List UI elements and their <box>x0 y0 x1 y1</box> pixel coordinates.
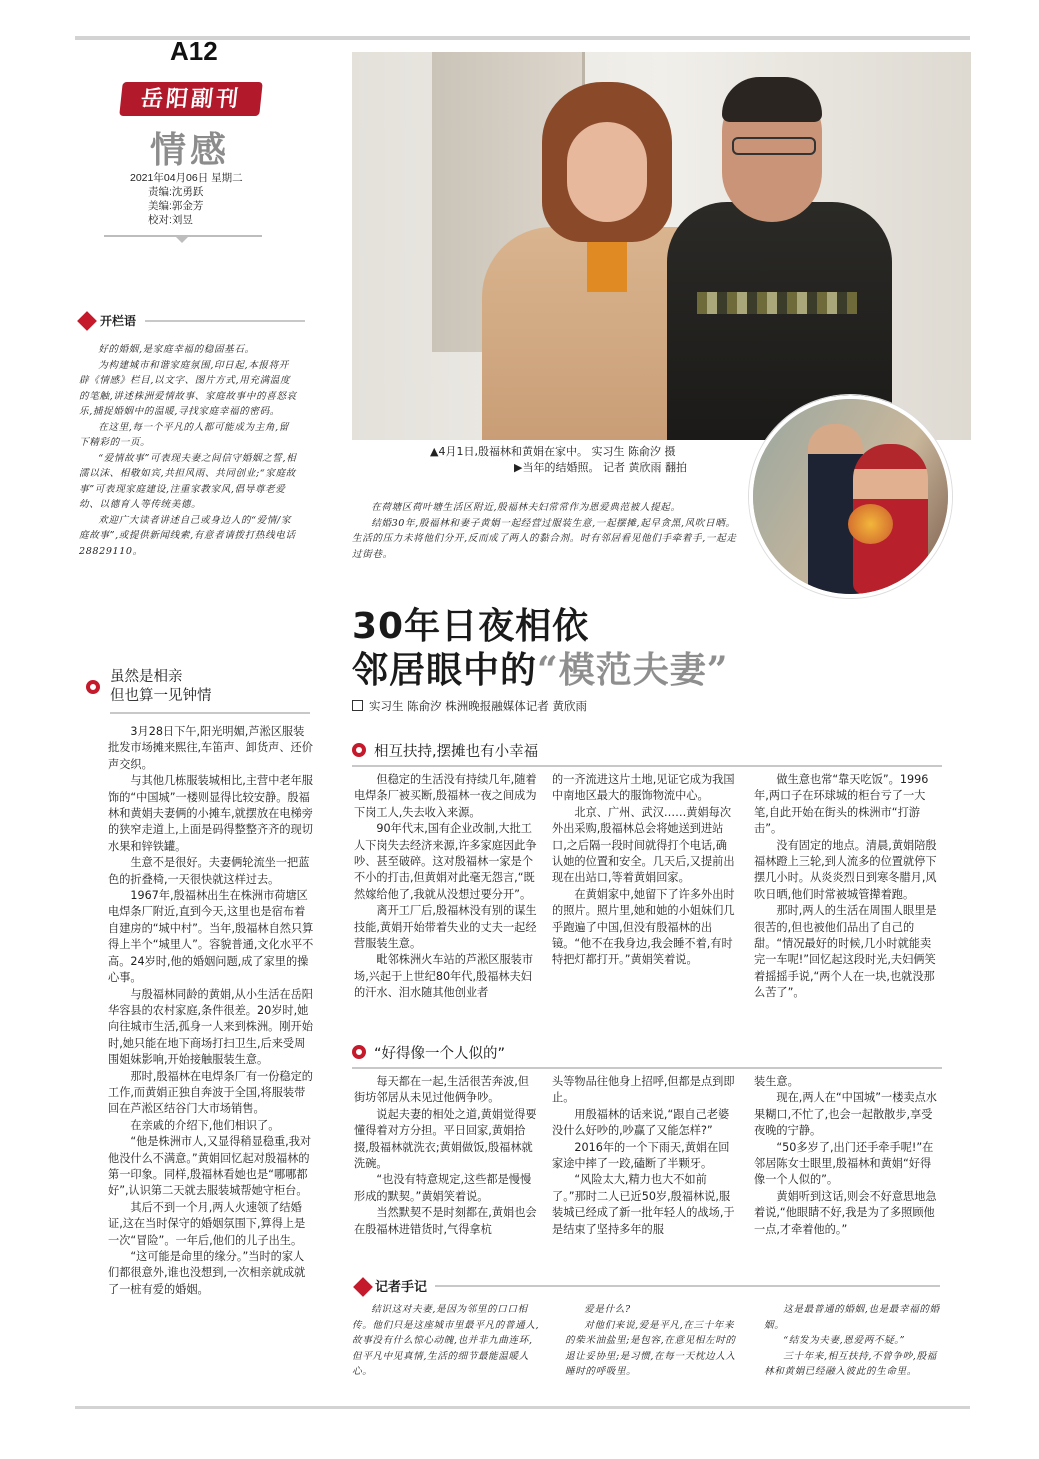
notes-paragraph: 结识这对夫妻,是因为邻里的口口相传。他们只是这座城市里最平凡的普通人,故事没有什么惊心动魄,也并非九曲连环,但平凡中见真情,生活的细节最能温暖人心。 <box>352 1304 540 1377</box>
section-title: 情感 <box>150 130 231 171</box>
section2-paragraph: 毗邻株洲火车站的芦淞区服装市场,兴起于上世纪80年代,殷福林夫妇的汗水、泪水随其他创业者 <box>354 953 534 1000</box>
section1-heading-line2: 但也算一见钟情 <box>110 688 212 704</box>
section3-col1 <box>354 1074 539 1238</box>
opening-rule <box>145 320 305 322</box>
headline-accent: “模范夫妻” <box>537 649 729 691</box>
section2-paragraph: 北京、广州、武汉……黄娟每次外出采购,殷福林总会将她送到进站口,之后隔一段时间就得打个电话,确认她的位置和安全。几天后,又提前出现在出站口,等着黄娟回家。 <box>552 805 735 885</box>
bottom-rule <box>75 1406 970 1409</box>
section3-paragraph: 装生意。 <box>754 1075 799 1088</box>
section3-col3 <box>754 1074 939 1238</box>
editor-credit: 责编:沈勇跃 <box>148 186 204 198</box>
page-number: A12 <box>170 36 218 66</box>
notes-paragraph: 对他们来说,爱是平凡,在三十年来的柴米油盐里;是包容,在意见相左时的退让妥协里;是习惯,在每一天枕边人入睡时的呼吸里。 <box>565 1319 736 1377</box>
notes-paragraph: 爱是什么? <box>584 1304 631 1315</box>
section3-col2 <box>552 1074 737 1238</box>
section3-paragraph: “50多岁了,出门还手牵手呢!”在邻居陈女士眼里,殷福林和黄娟“好得像一个人似的”。 <box>754 1140 934 1187</box>
pen-icon <box>77 311 97 331</box>
bouquet <box>848 504 893 544</box>
section2-paragraph: 离开工厂后,殷福林没有别的谋生技能,黄娟开始带着失业的丈夫一起经营服装生意。 <box>354 904 537 951</box>
section3-paragraph: “也没有特意规定,这些都是慢慢形成的默契。”黄娟笑着说。 <box>354 1173 532 1203</box>
section2-col1 <box>354 772 539 1002</box>
section2-paragraph: 做生意也常“靠天吃饭”。1996年,两口子在环球城的柜台亏了一大笔,自此开始在街头的株洲市“打游击”。 <box>754 773 929 836</box>
byline-box-icon <box>352 700 363 711</box>
headline-line2 <box>352 642 728 693</box>
section1-paragraph: 与殷福林同龄的黄娟,从小生活在岳阳华容县的农村家庭,条件很差。20岁时,她向往城市生活,孤身一人来到株洲。刚开始时,她只能在地下商场打扫卫生,后来受周围姐妹影响,开始接触服装生意。 <box>108 987 313 1067</box>
section1-rule <box>110 712 310 714</box>
section2-paragraph: 的一齐流进这片土地,见证它成为我国中南地区最大的服饰物流中心。 <box>552 773 735 803</box>
meta-divider-notch <box>176 237 188 243</box>
section3-paragraph: 现在,两人在“中国城”一楼卖点水果糊口,不忙了,也会一起散散步,享受夜晚的宁静。 <box>754 1091 937 1138</box>
section1-paragraph: 其后不到一个月,两人火速领了结婚证,这在当时保守的婚姻氛围下,算得上是一次“冒险”。一年后,他们的儿子出生。 <box>108 1200 306 1247</box>
opening-label: 开栏语 <box>100 314 137 328</box>
section3-paragraph: “风险太大,精力也大不如前了。”那时二人已近50岁,殷福林说,服装城已经成了新一批年轻人的战场,于是结束了坚持多年的服 <box>552 1173 735 1236</box>
section2-paragraph: 90年代末,国有企业改制,大批工人下岗失去经济来源,许多家庭因此争吵、甚至破碎。这对殷福林一家是个不小的打击,但黄娟对此毫无怨言,“既然嫁给他了,我就从没想过要分开”。 <box>354 822 537 901</box>
section2-col2 <box>552 772 737 969</box>
opening-paragraph: “爱情故事”可表现夫妻之间信守婚姻之誓,相濡以沫、相敬如宾,共担风雨、共同创业;“家庭故事”可表现家庭建设,注重家教家风,倡导尊老爱幼、以德育人等传统美德。 <box>79 452 297 510</box>
byline <box>352 698 587 714</box>
opening-paragraph: 在这里,每一个平凡的人都可能成为主角,留下精彩的一页。 <box>79 421 289 448</box>
section1-paragraph: 与其他几栋服装城相比,主营中老年服饰的“中国城”一楼则显得比较安静。殷福林和黄娟夫妻俩的小摊车,就摆放在电梯旁的狭窄走道上,上面是码得整整齐齐的现切水果和锌铁罐。 <box>108 774 313 853</box>
section1-paragraph: 生意不是很好。夫妻俩轮流坐一把蓝色的折叠椅,一天很快就这样过去。 <box>108 856 310 886</box>
headline: 30年日夜相依 <box>352 606 590 647</box>
section1-heading <box>110 668 212 706</box>
section-ring-icon <box>352 1045 366 1059</box>
lead-paragraph: 结婚30年,殷福林和妻子黄娟一起经营过服装生意,一起摆摊,起早贪黑,风吹日晒。生活的压力未将他们分开,反而成了两人的黏合剂。时有邻居看见他们手牵着手,一起走过街巷。 <box>352 517 737 560</box>
notes-paragraph: 这是最普通的婚姻,也是最幸福的婚姻。 <box>764 1304 940 1331</box>
section1-paragraph: “他是株洲市人,又显得稍显稳重,我对他没什么不满意。”黄娟回忆起对殷福林的第一印象。同样,殷福林看她也是“哪哪都好”,认识第二天就去服装城帮她守柜台。 <box>108 1135 312 1198</box>
section1-paragraph: 在亲戚的介绍下,他们相识了。 <box>130 1118 280 1132</box>
section1-text <box>108 724 314 1298</box>
headline-prefix: 邻居眼中的 <box>352 650 538 691</box>
section3-paragraph: 2016年的一个下雨天,黄娟在回家途中摔了一跤,磕断了半颗牙。 <box>552 1140 730 1171</box>
notes-col3 <box>764 1302 942 1380</box>
section1-paragraph: “这可能是命里的缘分。”当时的家人们都很意外,谁也没想到,一次相亲就成就了一桩有爱的婚姻。 <box>108 1250 306 1296</box>
section3-rule <box>352 1067 942 1069</box>
date-line: 2021年04月06日 星期二 <box>130 172 243 184</box>
pen-icon <box>353 1277 373 1297</box>
meta-block <box>130 171 243 227</box>
section3-paragraph: 说起夫妻的相处之道,黄娟觉得要懂得着对方分担。平日回家,黄娟拾掇,殷福林就洗衣;黄娟做饭,殷福林就洗碗。 <box>354 1107 537 1171</box>
byline-text: 实习生 陈俞汐 株洲晚报融媒体记者 黄欣雨 <box>369 699 587 713</box>
section2-rule <box>352 765 942 767</box>
section2-col3 <box>754 772 939 1002</box>
section3-paragraph: 每天都在一起,生活很苦奔波,但街坊邻居从未见过他俩争吵。 <box>354 1075 529 1105</box>
notes-paragraph: 三十年来,相互扶持,不曾争吵,殷福林和黄娟已经融入彼此的生命里。 <box>764 1350 937 1377</box>
section3-paragraph: 当然默契不是时刻都在,黄娟也会在殷福林进错货时,气得拿杭 <box>354 1206 537 1236</box>
wedding-photo-caption: ▶当年的结婚照。 记者 黄欣雨 翻拍 <box>514 461 687 474</box>
designer-credit: 美编:郭金芳 <box>148 200 204 212</box>
notes-col1 <box>352 1302 542 1380</box>
section1-paragraph: 1967年,殷福林出生在株洲市荷塘区电焊条厂附近,直到今天,这里也是宿布着自建房的“城中村”。当年,殷福林自然只算得上半个“城里人”。容貌普通,文化水平不高。24岁时,他的婚姻问题,成了家里的操心事。 <box>108 889 314 985</box>
opening-paragraph: 好的婚姻,是家庭幸福的稳固基石。 <box>98 344 255 355</box>
lead-paragraph: 在荷塘区荷叶塘生活区附近,殷福林夫妇常常作为恩爱典范被人提起。 <box>371 502 681 513</box>
notes-col2 <box>565 1302 740 1380</box>
notes-rule <box>435 1285 940 1287</box>
main-photo-caption: ▲4月1日,殷福林和黄娟在家中。 实习生 陈俞汐 摄 <box>430 445 676 458</box>
section2-paragraph: 在黄娟家中,她留下了许多外出时的照片。照片里,她和她的小姐妹们几乎跑遍了中国,但没有殷福林的出镜。“他不在我身边,我会睡不着,有时特把灯都打开。”黄娟笑着说。 <box>552 887 735 967</box>
section-ring-icon <box>352 743 366 757</box>
section3-heading: “好得像一个人似的” <box>374 1046 506 1062</box>
proofreader-credit: 校对:刘昱 <box>148 214 193 226</box>
wedding-photo <box>749 395 952 598</box>
section2-heading: 相互扶持,摆摊也有小幸福 <box>374 744 539 760</box>
section3-paragraph: 头等物品往他身上招呼,但都是点到即止。 <box>552 1075 735 1105</box>
main-photo <box>352 52 971 440</box>
section1-paragraph: 3月28日下午,阳光明媚,芦淞区服装批发市场摊来熙往,车笛声、卸货声、还价声交织。 <box>108 725 313 771</box>
section-ring-icon <box>86 680 100 694</box>
section3-paragraph: 用殷福林的话来说,“跟自己老婆没什么好吵的,吵赢了又能怎样?” <box>552 1107 730 1138</box>
lead-text <box>352 500 740 562</box>
opening-paragraph: 为构建城市和谐家庭氛围,印日起,本报将开辟《情感》栏目,以文字、图片方式,用充满温度的笔触,讲述株洲爱情故事、家庭故事中的喜怒哀乐,捕捉婚姻中的温暖,寻找家庭幸福的密码。 <box>79 359 297 417</box>
notes-paragraph: “结发为夫妻,恩爱两不疑。” <box>783 1335 906 1346</box>
opening-text <box>79 342 297 559</box>
section1-paragraph: 那时,殷福林在电焊条厂有一份稳定的工作,而黄娟正独自奔波于全国,将服装带回在芦淞区结谷门大市场销售。 <box>108 1069 313 1116</box>
section2-paragraph: 那时,两人的生活在周围人眼里是很苦的,但也被他们品出了自己的甜。“情况最好的时候,几小时就能卖完一车呢!”回忆起这段时光,夫妇俩笑着摇摇手说,“两个人在一块,也就没那么苦了”。 <box>754 904 937 1000</box>
section2-paragraph: 但稳定的生活没有持续几年,随着电焊条厂被买断,殷福林一夜之间成为下岗工人,失去收入来源。 <box>354 773 537 819</box>
supplement-banner: 岳阳副刊 <box>119 82 263 116</box>
section1-heading-line1: 虽然是相亲 <box>110 669 183 685</box>
opening-paragraph: 欢迎广大读者讲述自己或身边人的“爱情/家庭故事”,或提供新闻线索,有意者请拨打热线电话28829110。 <box>79 514 296 557</box>
section3-paragraph: 黄娟听到这话,则会不好意思地急着说,“他眼睛不好,我是为了多照顾他一点,才牵着他的。” <box>754 1189 937 1236</box>
notes-label: 记者手记 <box>375 1280 428 1295</box>
section2-paragraph: 没有固定的地点。清晨,黄娟陪殷福林蹬上三轮,到人流多的位置就停下摆几小时。从炎炎烈日到寒冬腊月,风吹日晒,他们时常被城管撵着跑。 <box>754 838 937 901</box>
